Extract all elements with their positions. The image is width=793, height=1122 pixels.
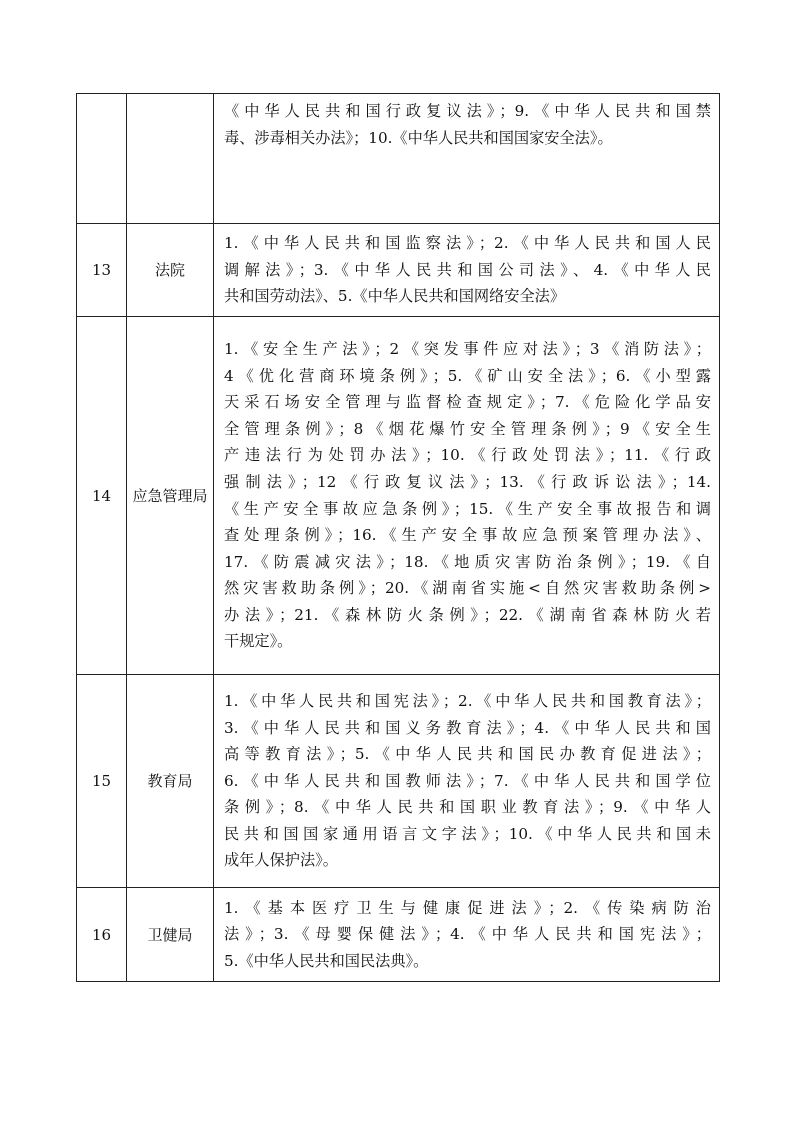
row-number: 15 [77,675,127,888]
table-row [77,224,720,317]
law-line: 条例》；8.《中华人民共和国职业教育法》；9.《中华人 [224,798,711,817]
law-line: 调解法》；3.《中华人民共和国公司法》、4.《中华人民 [224,260,711,279]
table-row [77,888,720,982]
law-line: 强制法》；12《行政复议法》；13.《行政诉讼法》；14. [224,472,711,491]
table-row [77,317,720,675]
row-number: 13 [77,224,127,317]
law-line: 民共和国国家通用语言文字法》；10.《中华人民共和国未 [224,824,711,843]
law-line: 成年人保护法》。 [224,851,338,870]
law-line: 1.《安全生产法》；2《突发事件应对法》；3《消防法》； [224,339,711,358]
law-line: 天采石场安全管理与监督检查规定》；7.《危险化学品安 [224,393,711,412]
row-number: 14 [77,317,127,675]
law-line: 4《优化营商环境条例》；5.《矿山安全法》；6.《小型露 [224,366,711,385]
department-name [127,94,214,224]
row-number [77,94,127,224]
law-line: 查处理条例》；16.《生产安全事故应急预案管理办法》、 [224,526,711,545]
law-line: 法》；3.《母婴保健法》；4.《中华人民共和国宪法》； [224,925,711,944]
law-line: 6.《中华人民共和国教师法》；7.《中华人民共和国学位 [224,771,711,790]
law-line: 干规定》。 [224,632,293,651]
law-line: 17.《防震减灾法》；18.《地质灾害防治条例》；19.《自 [224,552,711,571]
department-name: 卫健局 [127,888,214,982]
department-name: 应急管理局 [127,317,214,675]
table-row [77,675,720,888]
law-line: 1.《中华人民共和国监察法》；2.《中华人民共和国人民 [224,234,711,253]
law-line: 产违法行为处罚办法》；10.《行政处罚法》；11.《行政 [224,446,711,465]
law-line: 1.《基本医疗卫生与健康促进法》；2.《传染病防治 [224,898,711,917]
law-line: 高等教育法》；5.《中华人民共和国民办教育促进法》； [224,745,711,764]
law-table [76,93,720,982]
law-list [214,94,720,224]
law-line: 5.《中华人民共和国民法典》。 [224,951,429,970]
law-line: 《中华人民共和国行政复议法》；9.《中华人民共和国禁 [224,102,711,120]
law-list [214,317,720,675]
law-line: 3.《中华人民共和国义务教育法》；4.《中华人民共和国 [224,718,711,737]
law-line: 然灾害救助条例》；20.《湖南省实施<自然灾害救助条例> [224,579,711,598]
law-line: 1.《中华人民共和国宪法》；2.《中华人民共和国教育法》； [224,691,711,710]
law-list [214,888,720,982]
law-line: 毒、涉毒相关办法》；10.《中华人民共和国国家安全法》。 [224,128,613,147]
department-name: 法院 [127,224,214,317]
table-row [77,94,720,224]
law-line: 办法》；21.《森林防火条例》；22.《湖南省森林防火若 [224,605,711,624]
row-number: 16 [77,888,127,982]
law-line: 共和国劳动法》、5.《中华人民共和国网络安全法》 [224,287,566,306]
law-list [214,675,720,888]
law-line: 全管理条例》；8《烟花爆竹安全管理条例》；9《安全生 [224,419,711,438]
law-line: 《生产安全事故应急条例》；15.《生产安全事故报告和调 [224,499,711,518]
department-name: 教育局 [127,675,214,888]
law-list [214,224,720,317]
